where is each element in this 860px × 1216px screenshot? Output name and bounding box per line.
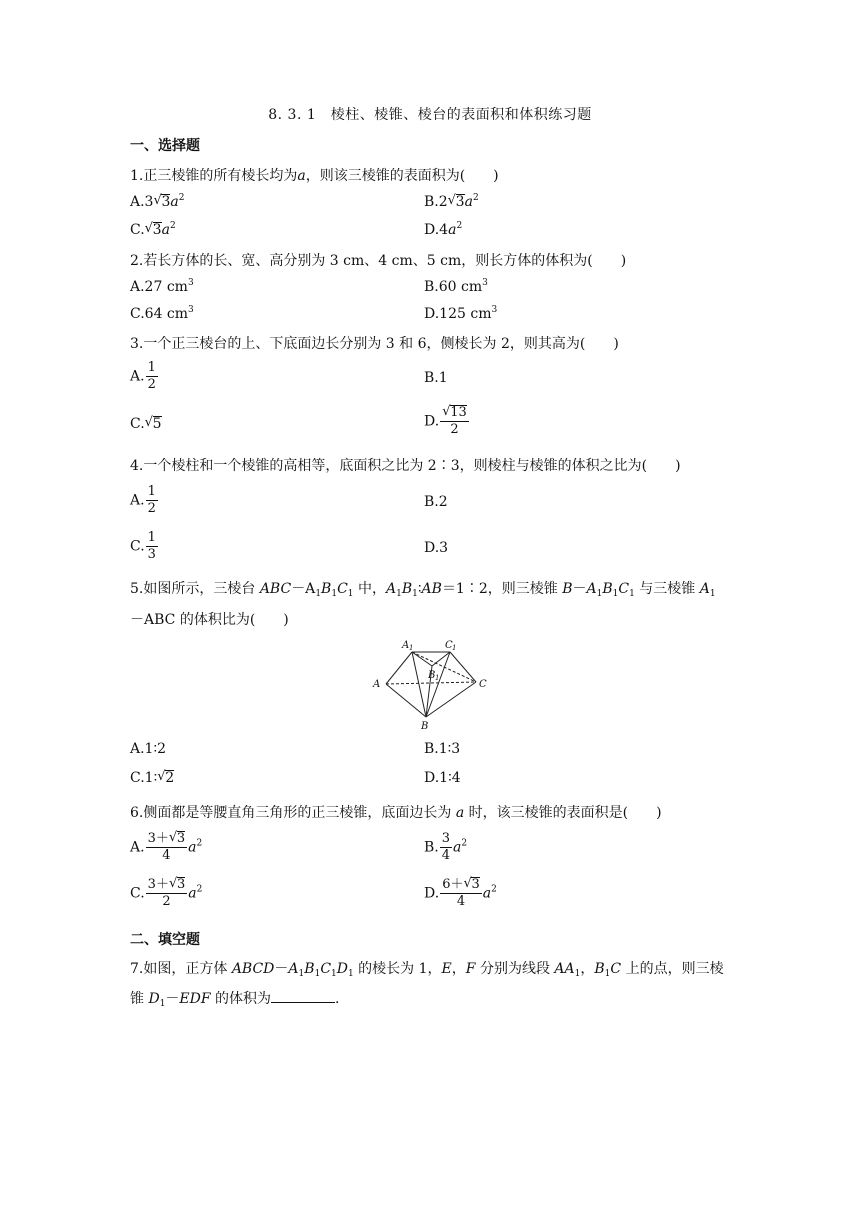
- q3-option-c: C.√ 5: [130, 416, 162, 432]
- q2-option-d: D.125 $cm^3$: [424, 305, 498, 322]
- q4-option-c: C. $\frac{1}{3}$: [130, 530, 156, 562]
- answer-blank[interactable]: [271, 990, 335, 1003]
- page-title: 8. 3. 1 棱柱、棱锥、棱台的表面积和体积练习题: [268, 107, 592, 123]
- q4-option-a: A. $\frac{1}{2}$: [130, 484, 156, 516]
- label-a: A: [373, 679, 381, 690]
- label-c1-sub: 1: [452, 644, 457, 652]
- q6-option-d: D. $\frac{6+√ 3}{4}$ $a^2$: [424, 877, 497, 910]
- q2-option-a: A.27 $cm^3$: [130, 278, 194, 295]
- section-choice: 一、选择题: [130, 138, 200, 154]
- label-c: C: [479, 679, 487, 690]
- q1-option-b: B.2√ $3a^2$: [424, 194, 479, 210]
- label-a1-sub: 1: [409, 644, 414, 652]
- q2-option-b: B.60 $cm^3$: [424, 278, 488, 295]
- label-a1: A: [402, 640, 410, 651]
- q5-option-c: C.1∶√ 2: [130, 770, 174, 786]
- frustum-figure: [368, 634, 496, 732]
- question-7-line-2: 锥 $D_1-EDF$ 的体积为 .: [130, 991, 340, 1009]
- label-b1: B: [428, 670, 436, 681]
- question-5-line-1: 5.如图所示，三棱台 $ABC-A_1B_1C_1$ 中，$A_1B_1∶AB=1∶2$，则三棱锥 $B-A_1B_1C_1$ 与三棱锥 $A_1$: [130, 581, 716, 599]
- question-2: 2.若长方体的长、宽、高分别为 3 cm、4 cm、5 cm，则长方体的体积为( ): [130, 253, 627, 269]
- section-fill-blank: 二、填空题: [130, 932, 200, 948]
- q4-option-b: B.2: [424, 494, 448, 510]
- q3-option-b: B.1: [424, 370, 448, 386]
- label-b: B: [421, 721, 429, 732]
- question-6: 6.侧面都是等腰直角三角形的正三棱锥，底面边长为 a 时，该三棱锥的表面积是( ): [130, 805, 662, 821]
- q5-option-b: B.1∶3: [424, 741, 461, 757]
- q6-option-c: C. $\frac{3+√ 3}{2}$ $a^2$: [130, 877, 202, 910]
- question-1: 1.正三棱锥的所有棱长均为a，则该三棱锥的表面积为( ): [130, 168, 499, 184]
- q1-option-c: C.√ $3a^2$: [130, 222, 176, 238]
- question-3: 3.一个正三棱台的上、下底面边长分别为 3 和 6，侧棱长为 2，则其高为( ): [130, 336, 619, 352]
- question-7-line-1: 7.如图，正方体 $ABCD-A_1B_1C_1D_1$ 的棱长为 1，E，F 分别为线段 $AA_1$，$B_1C$ 上的点，则三棱: [130, 961, 724, 979]
- q6-option-b: B. $\frac{3}{4}$ $a^2$: [424, 831, 468, 863]
- question-5-line-2: －ABC 的体积比为( ): [130, 612, 289, 628]
- q3-option-a: A. $\frac{1}{2}$: [130, 360, 156, 392]
- question-4: 4.一个棱柱和一个棱锥的高相等，底面积之比为 2∶3，则棱柱与棱锥的体积之比为( ): [130, 458, 681, 474]
- q2-option-c: C.64 $cm^3$: [130, 305, 194, 322]
- q1-option-a: A.3√ $3a^2$: [130, 194, 184, 210]
- q5-option-d: D.1∶4: [424, 770, 461, 786]
- q4-option-d: D.3: [424, 540, 449, 556]
- label-b1-sub: 1: [435, 674, 440, 682]
- q3-option-d: D. √ $\frac{13}{2}$: [424, 405, 470, 438]
- q5-option-a: A.1∶2: [130, 741, 167, 757]
- q1-option-d: $D.4a^2$: [424, 221, 463, 238]
- label-c1: C: [445, 640, 453, 651]
- q6-option-a: A. $\frac{3+√ 3}{4}$ $a^2$: [130, 831, 202, 864]
